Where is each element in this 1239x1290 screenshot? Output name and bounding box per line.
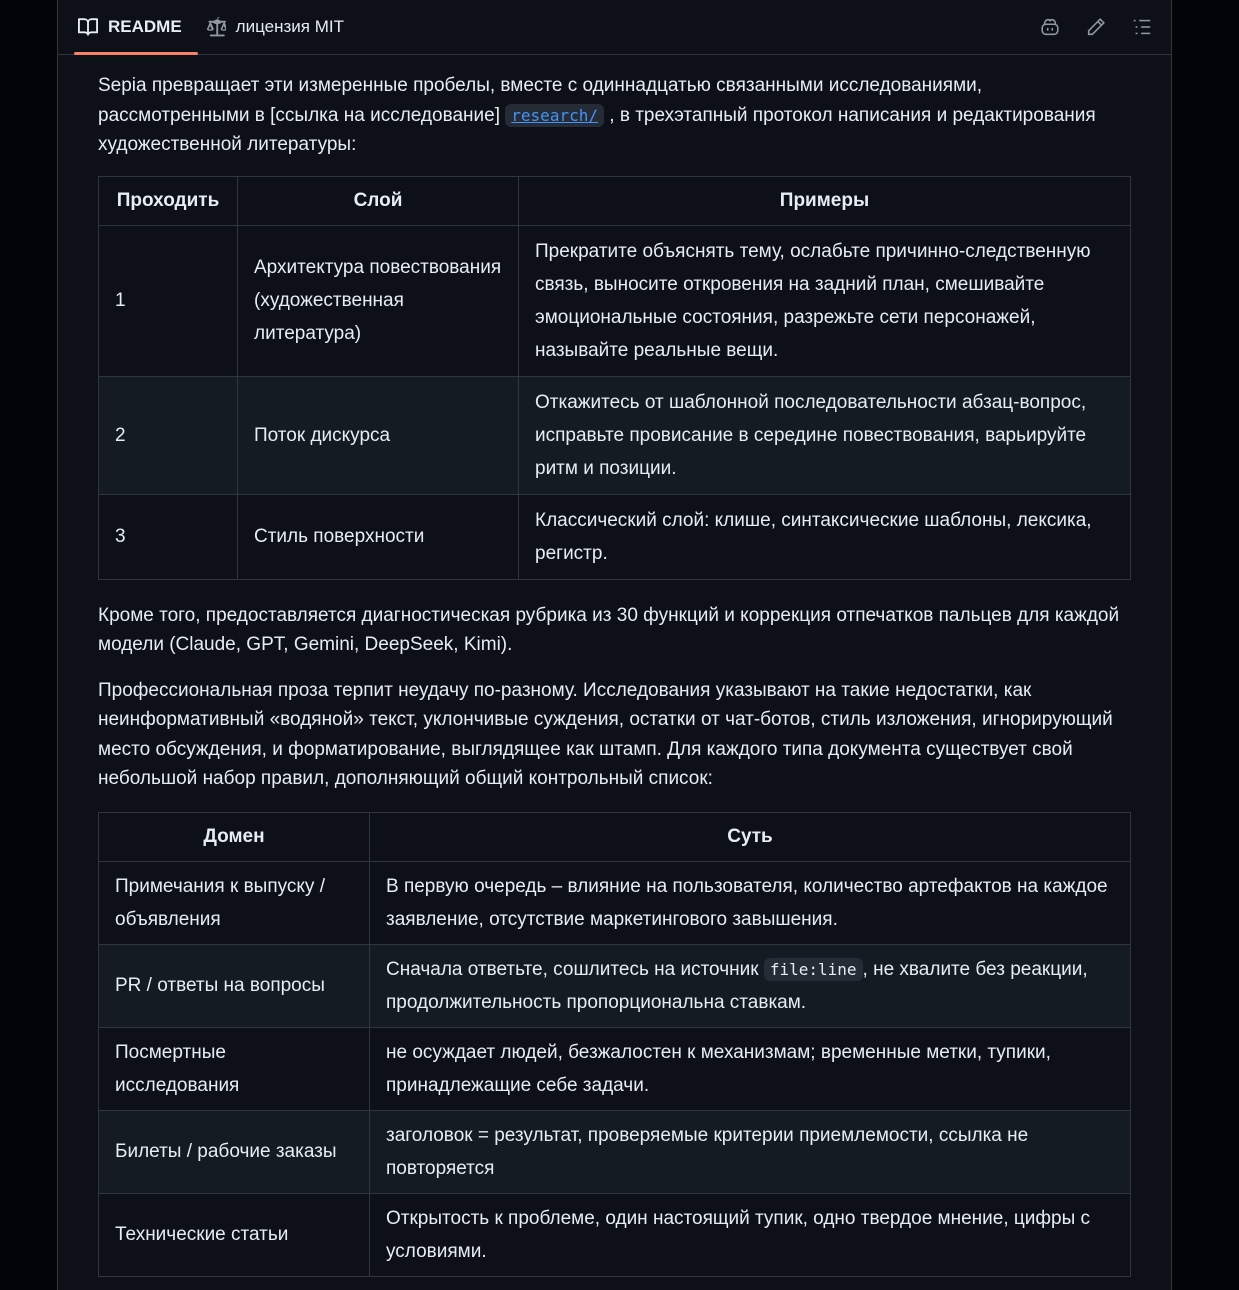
cell-domain: Примечания к выпуску / объявления [99, 861, 370, 944]
cell-essence: не осуждает людей, безжалостен к механизмам; временные метки, тупики, принадлежащие себе задачи. [370, 1027, 1131, 1110]
col-header-domain: Домен [99, 812, 370, 861]
table-row [99, 494, 1131, 579]
table-header-row [99, 176, 1131, 225]
cell-layer: Стиль поверхности [238, 494, 519, 579]
outline-list-icon[interactable] [1131, 16, 1153, 38]
intro-paragraph [98, 71, 1131, 160]
table-row [99, 1027, 1131, 1110]
rubric-paragraph: Кроме того, предоставляется диагностическая рубрика из 30 функций и коррекция отпечатков пальцев для каждой модели (Claude, GPT, Gemini, DeepSeek, Kimi). [98, 604, 1120, 655]
tab-license-label: лицензия MIT [235, 17, 344, 36]
intro-text: Sepia превращает эти измеренные пробелы, вместе с одиннадцатью связанными исследованиями, рассмотренными в [ссылка на исследование] [98, 75, 983, 126]
inline-code: file:line [764, 958, 863, 981]
research-link-code: research/ [505, 104, 604, 127]
scale-icon [206, 17, 226, 37]
cell-layer: Поток дискурса [238, 376, 519, 494]
domains-table [98, 812, 1131, 1277]
table-row [99, 944, 1131, 1027]
intro-text-end: , в трехэтапный протокол написания и редактирования художественной литературы: [98, 104, 1096, 155]
readme-container [57, 0, 1172, 1290]
copilot-icon[interactable] [1039, 16, 1061, 38]
cell-domain: Технические статьи [99, 1193, 370, 1276]
cell-essence: Открытость к проблеме, один настоящий тупик, одно твердое мнение, цифры с условиями. [370, 1193, 1131, 1276]
table-row [99, 376, 1131, 494]
cell-domain: PR / ответы на вопросы [99, 944, 370, 1027]
cell-examples: Прекратите объяснять тему, ослабьте причинно-следственную связь, выносите откровения на задний план, смешивайте эмоциональные состояния, разрежьте сети персонажей, называйте реальные вещи. [519, 225, 1131, 376]
cell-domain: Посмертные исследования [99, 1027, 370, 1110]
cell-layer: Архитектура повествования (художественная литература) [238, 225, 519, 376]
tab-readme-label: README [108, 17, 182, 36]
col-header-layer: Слой [238, 176, 519, 225]
tab-readme[interactable] [66, 0, 194, 54]
protocol-table [98, 176, 1131, 580]
cell-domain: Билеты / рабочие заказы [99, 1110, 370, 1193]
tab-license[interactable] [194, 0, 356, 54]
essence-text: Сначала ответьте, сошлитесь на источник [386, 958, 764, 980]
domains-paragraph: Профессиональная проза терпит неудачу по-разному. Исследования указывают на такие недостатки, как неинформативный «водяной» текст, уклончивые суждения, остатки от чат-ботов, стиль изложения, игнорирующий место обсуждения, и форматирование, выглядящее как штамп. Для каждого типа документа существует свой небольшой набор правил, дополняющий общий контрольный список: [98, 679, 1113, 789]
readme-tabs [58, 0, 1171, 55]
book-icon [78, 17, 98, 37]
research-link[interactable] [505, 105, 604, 126]
col-header-pass: Проходить [99, 176, 238, 225]
cell-examples: Классический слой: клише, синтаксические шаблоны, лексика, регистр. [519, 494, 1131, 579]
col-header-essence: Суть [370, 812, 1131, 861]
col-header-examples: Примеры [519, 176, 1131, 225]
cell-essence [370, 944, 1131, 1027]
cell-examples: Откажитесь от шаблонной последовательности абзац-вопрос, исправьте провисание в середине повествования, варьируйте ритм и позиции. [519, 376, 1131, 494]
essence-text-end: , не хвалите без реакции, продолжительность пропорциональна ставкам. [386, 958, 1088, 1013]
cell-essence: В первую очередь – влияние на пользователя, количество артефактов на каждое заявление, отсутствие маркетингового завышения. [370, 861, 1131, 944]
table-row [99, 1110, 1131, 1193]
table-row [99, 1193, 1131, 1276]
tab-actions [1039, 0, 1153, 54]
cell-essence: заголовок = результат, проверяемые критерии приемлемости, ссылка не повторяется [370, 1110, 1131, 1193]
cell-pass: 3 [99, 494, 238, 579]
cell-pass: 2 [99, 376, 238, 494]
cell-pass: 1 [99, 225, 238, 376]
table-row [99, 861, 1131, 944]
pencil-icon[interactable] [1085, 16, 1107, 38]
table-header-row [99, 812, 1131, 861]
readme-body [58, 55, 1171, 1277]
table-row [99, 225, 1131, 376]
